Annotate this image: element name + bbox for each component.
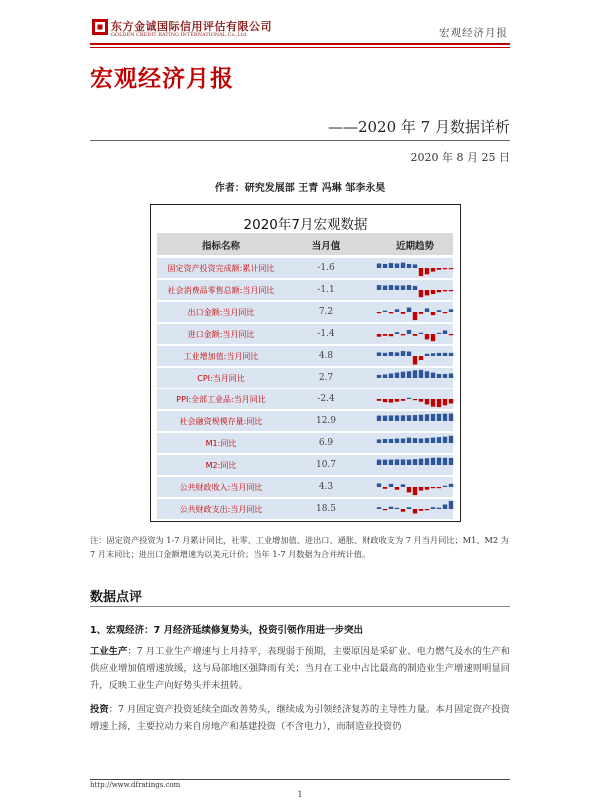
- trend-bar: [443, 458, 447, 465]
- trend-bar: [413, 509, 417, 514]
- trend-bar: [413, 312, 417, 320]
- paragraph-industrial-production: [90, 643, 510, 694]
- trend-bar: [437, 414, 441, 421]
- row-current-value: 2.7: [318, 372, 334, 383]
- row-indicator-label: 公共财政支出:当月同比: [179, 504, 263, 514]
- trend-bar: [401, 351, 405, 356]
- trend-bar: [437, 508, 441, 509]
- trend-bar: [383, 416, 387, 421]
- trend-bar: [443, 330, 447, 334]
- trend-bar: [431, 290, 435, 294]
- trend-bar: [425, 308, 429, 312]
- trend-bar: [431, 507, 435, 509]
- trend-bar: [383, 310, 387, 311]
- trend-bar: [437, 399, 441, 407]
- trend-bar: [407, 371, 411, 378]
- trend-bar: [431, 414, 435, 421]
- trend-bar: [407, 416, 411, 422]
- trend-bar: [425, 290, 429, 295]
- paragraph-investment: [90, 701, 510, 735]
- trend-bar: [383, 509, 387, 510]
- trend-bar: [443, 312, 447, 313]
- trend-bar: [413, 370, 417, 378]
- header-divider: [90, 43, 510, 45]
- trend-bar: [449, 414, 453, 421]
- row-indicator-label: 公共财政收入:当月同比: [179, 483, 263, 492]
- trend-bar: [443, 414, 447, 421]
- trend-bar: [401, 509, 405, 512]
- trend-bar: [431, 399, 435, 407]
- trend-bar: [437, 290, 441, 292]
- page-number: 1: [297, 790, 303, 799]
- trend-bar: [377, 352, 381, 356]
- trend-bar: [407, 398, 411, 399]
- trend-bar: [395, 508, 399, 509]
- trend-bar: [419, 312, 423, 314]
- row-indicator-label: 固定资产投资完成额:累计同比: [167, 264, 275, 273]
- trend-bar: [419, 399, 423, 402]
- trend-bar: [425, 509, 429, 510]
- trend-bar: [425, 438, 429, 443]
- author-line: 作者：研究发展部 王青 冯琳 邹李永昊: [214, 183, 386, 194]
- trend-bar: [425, 487, 429, 490]
- trend-bar: [443, 486, 447, 487]
- row-trend-sparkline: [376, 477, 454, 498]
- trend-bar: [389, 399, 393, 403]
- trend-bar: [401, 334, 405, 335]
- trend-bar: [401, 399, 405, 401]
- trend-bar: [419, 459, 423, 465]
- trend-bar: [395, 372, 399, 377]
- trend-bar: [449, 352, 453, 355]
- trend-bar: [437, 310, 441, 312]
- trend-bar: [407, 351, 411, 356]
- report-date: 2020 年 8 月 25 日: [410, 151, 510, 164]
- trend-bar: [383, 352, 387, 355]
- row-trend-sparkline: [376, 433, 454, 454]
- trend-bar: [413, 438, 417, 443]
- row-indicator-label: PPI:全部工业品:当月同比: [176, 395, 266, 405]
- trend-bar: [395, 264, 399, 269]
- company-logo-icon: [92, 19, 108, 35]
- paragraph-label: 工业生产: [90, 646, 128, 657]
- trend-bar: [395, 416, 399, 422]
- subtitle-divider: [90, 140, 510, 141]
- trend-bar: [449, 436, 453, 443]
- row-current-value: 10.7: [315, 460, 337, 471]
- trend-bar: [377, 399, 381, 401]
- trend-bar: [377, 460, 381, 465]
- trend-bar: [383, 285, 387, 290]
- row-indicator-label: CPI:当月同比: [197, 373, 245, 383]
- row-current-value: 7.2: [318, 306, 334, 317]
- trend-bar: [425, 371, 429, 378]
- trend-bar: [395, 439, 399, 444]
- row-trend-sparkline: [376, 455, 454, 476]
- trend-bar: [425, 415, 429, 422]
- row-indicator-label: 社会消费品零售总额:当月同比: [167, 285, 275, 295]
- trend-bar: [437, 332, 441, 333]
- trend-bar: [401, 416, 405, 422]
- row-trend-sparkline: [376, 302, 454, 323]
- trend-bar: [401, 285, 405, 290]
- trend-bar: [443, 504, 447, 509]
- column-header-indicator: 指标名称: [201, 241, 240, 252]
- trend-bar: [443, 399, 447, 405]
- trend-bar: [437, 352, 441, 355]
- trend-bar: [413, 264, 417, 268]
- trend-bar: [443, 437, 447, 443]
- trend-bar: [395, 399, 399, 402]
- trend-bar: [383, 264, 387, 268]
- row-current-value: 4.8: [318, 350, 334, 361]
- trend-bar: [425, 399, 429, 404]
- trend-bar: [437, 437, 441, 443]
- trend-bar: [377, 285, 381, 290]
- trend-bar: [437, 487, 441, 488]
- trend-bar: [395, 332, 399, 334]
- row-current-value: 6.9: [318, 438, 334, 449]
- row-current-value: -1.4: [317, 328, 335, 339]
- trend-bar: [395, 487, 399, 490]
- trend-bar: [419, 509, 423, 511]
- row-trend-sparkline: [376, 346, 454, 367]
- trend-bar: [377, 483, 381, 487]
- trend-bar: [437, 458, 441, 465]
- trend-bar: [431, 334, 435, 341]
- report-subtitle: ——2020 年 7 月数据详析: [327, 118, 510, 136]
- trend-bar: [413, 399, 417, 400]
- report-title: 宏观经济月报: [90, 66, 234, 92]
- trend-bar: [431, 458, 435, 465]
- trend-bar: [443, 352, 447, 355]
- trend-bar: [425, 458, 429, 465]
- trend-bar: [449, 399, 453, 404]
- trend-bar: [431, 372, 435, 377]
- table-footnote: 注：固定资产投资为 1-7 月累计同比，社零、工业增加值、进出口、通胀、财政收支为 7 月当月同比；M1、M2 为 7 月末同比；进出口金额增速为以美元计价；当年 1-7 月数据为合并统计值。: [90, 535, 509, 559]
- company-name-english: GOLDEN CREDIT RATING INTERNATIONAL Co.,Ltd.: [111, 32, 248, 38]
- trend-bar: [449, 268, 453, 269]
- trend-bar: [401, 371, 405, 377]
- trend-bar: [419, 290, 423, 297]
- trend-bar: [383, 374, 387, 378]
- trend-bar: [413, 487, 417, 495]
- trend-bar: [377, 264, 381, 269]
- trend-bar: [443, 290, 447, 291]
- trend-bar: [419, 332, 423, 333]
- column-header-trend: 近期趋势: [395, 241, 434, 252]
- trend-bar: [377, 334, 381, 337]
- trend-bar: [389, 285, 393, 290]
- trend-bar: [395, 309, 399, 312]
- trend-bar: [449, 458, 453, 465]
- trend-bar: [401, 312, 405, 314]
- trend-bar: [377, 440, 381, 444]
- row-trend-sparkline: [376, 389, 454, 410]
- row-current-value: 12.9: [315, 416, 337, 427]
- trend-bar: [389, 416, 393, 422]
- paragraph-text: ：7 月固定资产投资延续全面改善势头，继续成为引领经济复苏的主导性力量。本月固定资产投资增速上扬，主要拉动力来自房地产和基建投资（不含电力），而制造业投资仍: [90, 704, 510, 732]
- row-indicator-label: 社会融资规模存量:同比: [179, 417, 263, 427]
- header-divider-thin: [90, 47, 510, 48]
- trend-bar: [377, 507, 381, 509]
- row-trend-sparkline: [376, 258, 454, 279]
- trend-bar: [413, 286, 417, 290]
- trend-bar: [407, 438, 411, 443]
- trend-bar: [431, 312, 435, 315]
- trend-bar: [431, 353, 435, 356]
- trend-bar: [443, 268, 447, 269]
- footer-url-link[interactable]: http://www.dfratings.com: [90, 781, 181, 789]
- trend-bar: [383, 487, 387, 489]
- trend-bar: [395, 285, 399, 290]
- trend-bar: [395, 352, 399, 356]
- footer-divider: [90, 779, 510, 780]
- header-report-label: 宏观经济月报: [439, 27, 508, 39]
- trend-bar: [425, 334, 429, 339]
- row-indicator-label: M1:同比: [205, 439, 237, 449]
- trend-bar: [389, 507, 393, 509]
- trend-bar: [407, 507, 411, 509]
- company-name: 东方金诚国际信用评估有限公司: [111, 20, 272, 33]
- trend-bar: [437, 373, 441, 377]
- row-current-value: -2.4: [317, 394, 335, 405]
- trend-bar: [395, 460, 399, 466]
- trend-bar: [419, 369, 423, 377]
- trend-bar: [449, 501, 453, 509]
- trend-bar: [425, 268, 429, 274]
- trend-bar: [407, 330, 411, 334]
- trend-bar: [389, 263, 393, 268]
- trend-bar: [389, 352, 393, 356]
- trend-bar: [383, 439, 387, 443]
- trend-bar: [413, 334, 417, 336]
- row-trend-sparkline: [376, 368, 454, 389]
- trend-bar: [389, 373, 393, 378]
- trend-bar: [401, 263, 405, 268]
- row-current-value: -1.6: [317, 263, 335, 273]
- trend-bar: [383, 460, 387, 465]
- trend-bar: [449, 290, 453, 291]
- trend-bar: [407, 307, 411, 312]
- trend-bar: [413, 459, 417, 465]
- trend-bar: [401, 460, 405, 466]
- row-trend-sparkline: [376, 324, 454, 345]
- trend-bar: [419, 356, 423, 360]
- trend-bar: [443, 373, 447, 377]
- trend-bar: [407, 264, 411, 268]
- row-current-value: 4.3: [318, 482, 334, 492]
- table-title: 2020年7月宏观数据: [243, 217, 368, 233]
- trend-bar: [413, 356, 417, 365]
- row-trend-sparkline: [376, 280, 454, 301]
- trend-bar: [449, 334, 453, 335]
- trend-bar: [425, 353, 429, 355]
- row-indicator-label: 工业增加值:当月同比: [183, 351, 259, 361]
- trend-bar: [401, 484, 405, 487]
- trend-bar: [389, 334, 393, 336]
- trend-bar: [449, 309, 453, 312]
- row-indicator-label: M2:同比: [205, 461, 237, 471]
- row-indicator-label: 出口金额:当月同比: [187, 307, 255, 317]
- trend-bar: [419, 439, 423, 444]
- trend-bar: [419, 268, 423, 276]
- trend-bar: [377, 416, 381, 421]
- trend-bar: [377, 312, 381, 313]
- paragraph-text: ：7 月工业生产增速与上月持平，表现弱于预期，主要原因是采矿业、电力燃气及水的生产和供应业增加值增速放缓，这与局部地区强降雨有关；当月在工业中占比最高的制造业生产增速则明显回升，反映工业生产向好势头并未扭转。: [90, 646, 510, 691]
- trend-bar: [437, 268, 441, 270]
- row-trend-sparkline: [376, 499, 454, 520]
- trend-bar: [449, 373, 453, 378]
- trend-bar: [419, 415, 423, 421]
- trend-bar: [389, 439, 393, 443]
- row-trend-sparkline: [376, 411, 454, 432]
- trend-bar: [377, 374, 381, 377]
- trend-bar: [389, 312, 393, 313]
- paragraph-label: 投资: [90, 704, 109, 715]
- trend-bar: [401, 439, 405, 444]
- row-current-value: -1.1: [317, 284, 335, 295]
- column-header-value: 当月值: [311, 241, 341, 252]
- row-current-value: 18.5: [315, 503, 337, 514]
- trend-bar: [431, 268, 435, 272]
- row-indicator-label: 进口金额:当月同比: [187, 329, 255, 339]
- trend-bar: [449, 484, 453, 487]
- trend-bar: [389, 484, 393, 487]
- section-divider: [90, 606, 510, 607]
- trend-bar: [431, 438, 435, 443]
- trend-bar: [389, 460, 393, 465]
- trend-bar: [407, 487, 411, 492]
- trend-bar: [407, 285, 411, 290]
- trend-bar: [383, 334, 387, 336]
- trend-bar: [431, 487, 435, 488]
- section-heading: 数据点评: [90, 590, 143, 605]
- trend-bar: [413, 415, 417, 421]
- trend-bar: [383, 399, 387, 402]
- trend-bar: [419, 487, 423, 491]
- point-heading: 1、宏观经济：7 月经济延续修复势头，投资引领作用进一步突出: [90, 625, 364, 636]
- trend-bar: [407, 460, 411, 465]
